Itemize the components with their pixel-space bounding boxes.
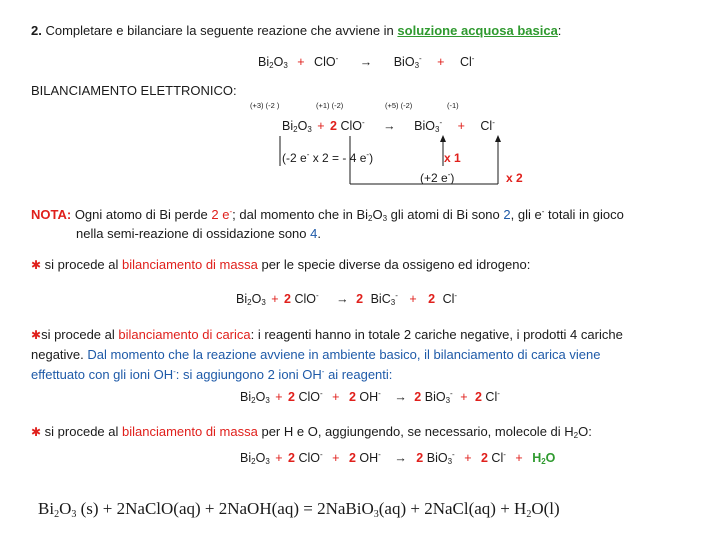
basic-solution-highlight: soluzione acquosa basica bbox=[397, 23, 558, 38]
ox-number-cl: (-1) bbox=[447, 101, 459, 110]
bullet-icon: ✱ bbox=[31, 258, 42, 272]
ox-number-bi2o3: (+3) (-2 ) bbox=[250, 101, 280, 110]
balance-title: BILANCIAMENTO ELETTRONICO: bbox=[31, 83, 237, 98]
step-charge-balance-3: effettuato con gli ioni OH-: si aggiungono 2 ioni OH- ai reagenti: bbox=[31, 367, 393, 382]
bullet-icon: ✱ bbox=[31, 425, 42, 439]
exercise-statement: 2. Completare e bilanciare la seguente reazione che avviene in soluzione acquosa basica: bbox=[31, 23, 562, 38]
multiplier-x2: x 2 bbox=[506, 171, 523, 185]
fully-balanced-reaction: $Bi_2O_3 + 2$ ClO- + 2 OH- → 2 BiO$_3$- + 2 $Cl^- + H_2O$ bbox=[240, 450, 556, 466]
ox-number-clo: (+1) (-2) bbox=[316, 101, 344, 110]
balanced-reaction: $Bi_2O_3 + 2$ ClO- → BiO$_3$- + Cl- bbox=[282, 118, 495, 134]
nota-line-2: nella semi-reazione di ossidazione sono 4. bbox=[76, 226, 321, 241]
mass-balanced-reaction: $Bi_2O_3 + 2$ ClO- → 2 BiC$_3$- + 2 Cl- bbox=[236, 291, 458, 307]
step-charge-balance-1: ✱si procede al bilanciamento di carica: i reagenti hanno in totale 2 cariche negative, i prodotti 4 cariche bbox=[31, 327, 623, 342]
exercise-number: 2. bbox=[31, 23, 42, 38]
final-molecular-equation: $Bi_2O_3$ (s) + 2NaClO(aq) + 2NaOH(aq) = 2NaBiO$_3$(aq) + 2NaCl(aq) + $H_2O(l)$ bbox=[38, 499, 560, 520]
electrons-lost: (-2 e- x 2 = - 4 e-) bbox=[282, 150, 374, 165]
unbalanced-reaction: $Bi_2O_3 + ClO^- \to BiO_3^- + Cl^-$ bbox=[258, 54, 475, 70]
nota-line-1: NOTA: Ogni atomo di Bi perde 2 e-; dal momento che in $Bi_2O_3$ gli atomi di Bi sono 2, gli e- totali in gioco bbox=[31, 207, 624, 223]
electrons-gained: (+2 e-) bbox=[420, 170, 455, 185]
water-molecule: $H_2O$ bbox=[532, 451, 556, 466]
step-mass-balance: ✱ si procede al bilanciamento di massa per le specie diverse da ossigeno ed idrogeno: bbox=[31, 257, 531, 272]
ox-number-bio3: (+5) (-2) bbox=[385, 101, 413, 110]
charge-balanced-reaction: $Bi_2O_3 + 2$ ClO- + 2 OH- → 2 BiO$_3$- + 2 Cl- bbox=[240, 389, 500, 405]
step-charge-balance-2: negative. Dal momento che la reazione avviene in ambiente basico, il bilanciamento di carica viene bbox=[31, 347, 601, 362]
arrow-head-bi bbox=[440, 135, 446, 142]
bullet-icon: ✱ bbox=[31, 328, 42, 342]
multiplier-x1: x 1 bbox=[444, 151, 461, 165]
arrow-head-cl bbox=[495, 135, 501, 142]
step-h-o-balance: ✱ si procede al bilanciamento di massa per H e O, aggiungendo, se necessario, molecole di $H_2O$: bbox=[31, 424, 592, 440]
